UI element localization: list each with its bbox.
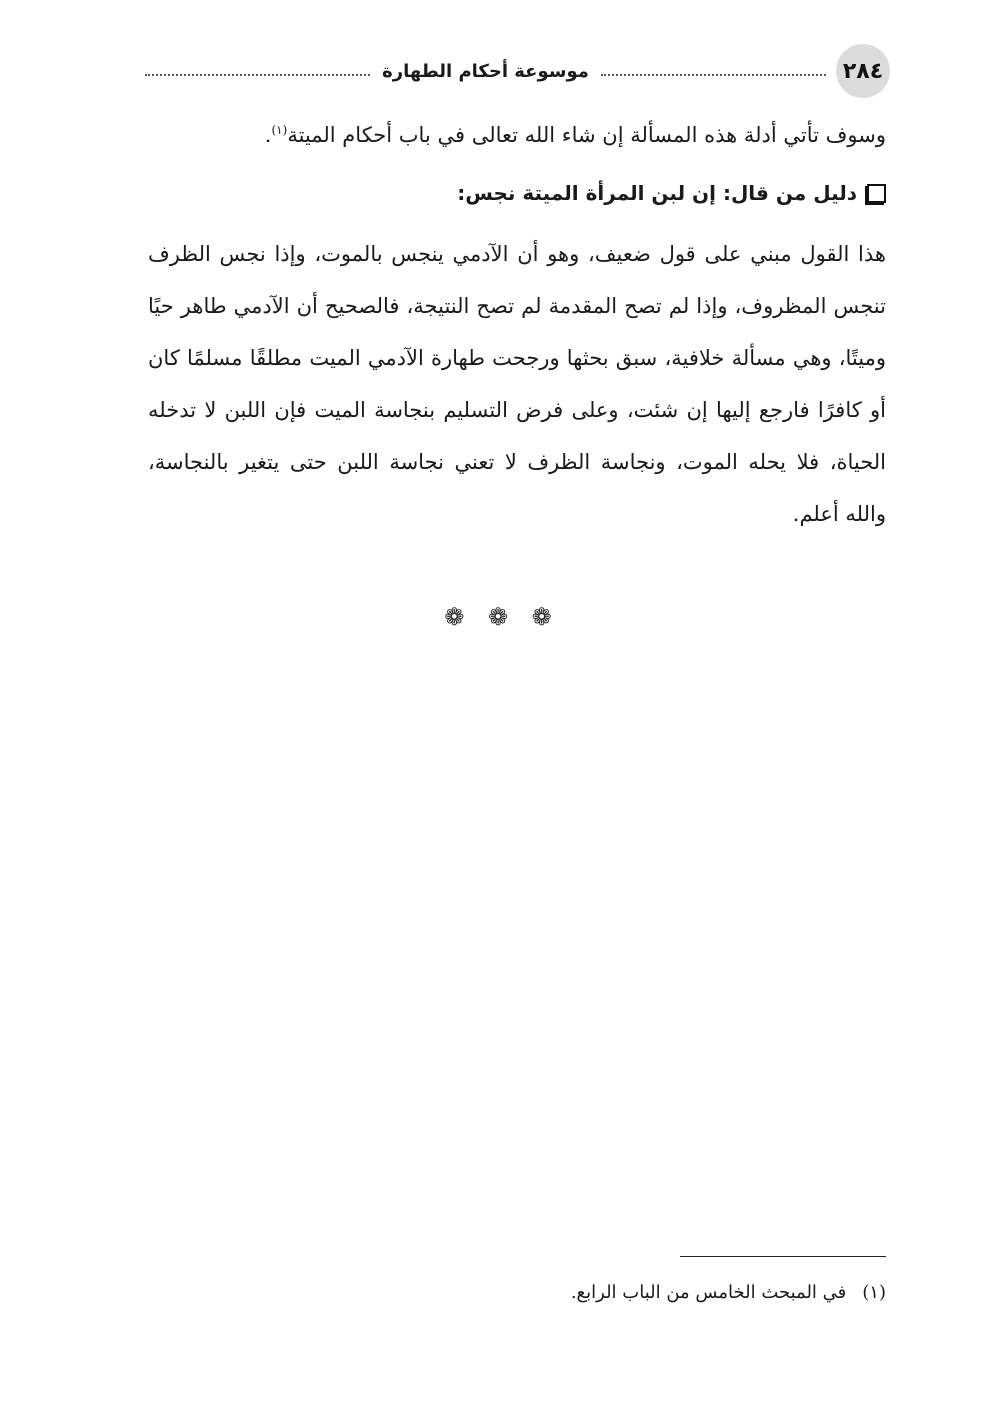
page-header [145,46,890,96]
intro-paragraph [148,105,886,160]
footnote-reference[interactable]: (١) [271,123,288,137]
section-heading [148,168,886,218]
flower-separator-icon: ❁ ❁ ❁ [444,603,560,631]
intro-end: . [264,123,272,147]
header-dotted-leader-left [145,74,370,76]
checkbox-icon [867,184,886,203]
running-title: موسوعة أحكام الطهارة [382,60,589,82]
section-heading-text: دليل من قال: إن لبن المرأة الميتة نجس: [457,181,857,205]
body-paragraph: هذا القول مبني على قول ضعيف، وهو أن الآدمي ينجس بالموت، وإذا نجس الظرف تنجس المظروف، وإذا لم تصح المقدمة لم تصح النتيجة، فالصحيح أن الآدمي طاهر حيًا وميتًا، وهي مسألة خلافية، سبق بحثها ورجحت طهارة الآدمي الميت مطلقًا مسلمًا كان أو كافرًا فارجع إليها إن شئت، وعلى فرض التسليم بنجاسة الميت فإن اللبن لا تدخله الحياة، فلا يحله الموت، ونجاسة الظرف لا تعني نجاسة اللبن حتى يتغير بالنجاسة، والله أعلم. [148,242,886,526]
footnote-text: في المبحث الخامس من الباب الرابع. [570,1282,847,1303]
footnote-marker: (١) [862,1282,886,1303]
header-dotted-leader-right [601,74,826,76]
footnote-divider [680,1256,886,1257]
main-content [148,105,886,540]
intro-text: وسوف تأتي أدلة هذه المسألة إن شاء الله تعالى في باب أحكام الميتة [287,123,886,147]
page-number: ٢٨٤ [836,44,890,98]
footnote [380,1275,886,1311]
